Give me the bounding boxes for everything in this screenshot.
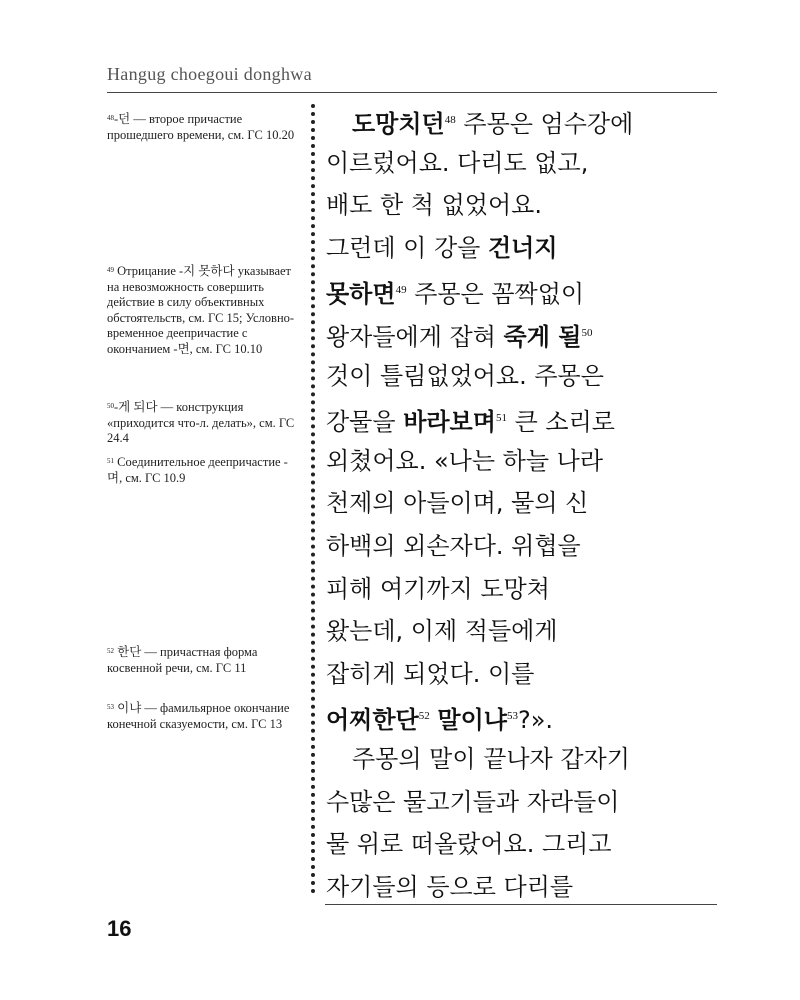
column-divider — [311, 104, 315, 894]
footnote-text: Соединительное деепричастие -며, см. ГС 10.9 — [107, 455, 288, 485]
text-line: 외쳤어요. «나는 하늘 나라 — [326, 446, 604, 475]
text-line: 자기들의 등으로 다리를 — [326, 872, 574, 901]
text-line: 수많은 물고기들과 자라들이 — [326, 787, 620, 816]
text-line: 천제의 아들이며, 물의 신 — [326, 489, 589, 518]
story-text — [326, 99, 721, 908]
glossed-word: 말이냐 — [437, 706, 507, 735]
running-title: Hangug choegoui donghwa — [107, 64, 312, 84]
footnote-52 — [107, 645, 299, 676]
text-segment: 큰 소리로 — [506, 408, 615, 437]
text-line: 주몽의 말이 끝나자 갑자기 — [352, 744, 630, 773]
text-line: 하백의 외손자다. 위협을 — [326, 531, 581, 560]
header-rule — [107, 92, 717, 93]
footnote-48 — [107, 112, 299, 143]
footnote-text: 이냐 — фамильярное окончание конечной сказуемости, см. ГС 13 — [107, 701, 290, 731]
text-line: 잡히게 되었다. 이를 — [326, 659, 535, 688]
footnote-number: 50 — [107, 402, 114, 410]
text-line — [326, 227, 721, 270]
glossed-word: 건너지 — [488, 233, 558, 262]
footnote-ref: 53 — [506, 710, 518, 723]
text-segment: 주몽은 꼼짝없이 — [406, 280, 585, 309]
footnote-text: -던 — второе причастие прошедшего времени, см. ГС 10.20 — [107, 112, 295, 142]
text-line — [326, 312, 721, 355]
text-line: 배도 한 척 없었어요. — [326, 191, 542, 220]
footnote-text: -게 되다 — конструкция «приходится что-л. делать», см. ГС 24.4 — [107, 400, 295, 445]
glossed-word: 바라보며 — [403, 408, 496, 437]
text-line: 이르렀어요. 다리도 없고, — [326, 148, 589, 177]
footnote-ref: 48 — [444, 114, 456, 126]
text-segment: 그런데 이 강을 — [326, 233, 488, 262]
footnote-50 — [107, 400, 299, 447]
glossed-word: 죽게 될 — [503, 322, 582, 351]
footer-rule — [325, 904, 717, 905]
glossed-word: 못하면 — [326, 280, 396, 309]
text-segment: 주몽은 엄수강에 — [455, 110, 634, 138]
footnote-number: 53 — [107, 703, 114, 711]
footnote-ref: 49 — [395, 284, 407, 297]
footnote-ref: 51 — [495, 412, 507, 425]
text-line: 피해 여기까지 도망쳐 — [326, 574, 550, 603]
footnote-number: 51 — [107, 457, 114, 465]
glossed-word: 어찌한단 — [326, 706, 419, 735]
text-segment: ?». — [517, 706, 554, 735]
glossed-word: 도망치던 — [352, 110, 445, 138]
text-line: 것이 틀림없었어요. 주몽은 — [326, 361, 604, 390]
footnote-49 — [107, 264, 299, 357]
text-line — [326, 397, 721, 440]
footnote-51 — [107, 455, 299, 486]
text-line: 물 위로 떠올랐어요. 그리고 — [326, 830, 612, 859]
footnote-number: 49 — [107, 266, 114, 274]
footnote-text: Отрицание -지 못하다 указывает на невозможность совершить действие в силу объективных обстоятельств, см. ГС 15; Условно-временное деепричастие с окончанием -면, см. ГС 10.10 — [107, 264, 295, 356]
text-segment: 강물을 — [326, 408, 404, 437]
footnote-text: 한단 — причастная форма косвенной речи, см. ГС 11 — [107, 645, 258, 675]
text-line — [326, 695, 721, 738]
text-line — [326, 99, 721, 142]
text-line: 왔는데, 이제 적들에게 — [326, 617, 558, 646]
footnote-number: 48 — [107, 114, 114, 122]
footnote-ref: 50 — [581, 326, 593, 339]
text-segment: 왕자들에게 잡혀 — [326, 322, 504, 351]
footnote-53 — [107, 701, 299, 732]
text-line — [326, 269, 721, 312]
footnote-ref: 52 — [418, 710, 430, 723]
page-number: 16 — [107, 916, 132, 941]
footnote-number: 52 — [107, 647, 114, 655]
